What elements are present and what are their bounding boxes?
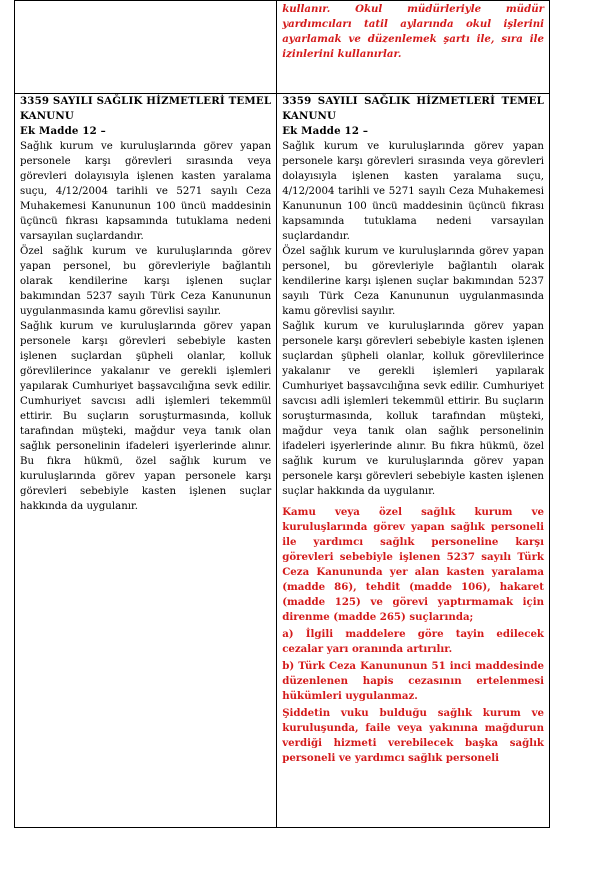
right-cell-main xyxy=(277,94,550,828)
added-paragraph-4: Şiddetin vuku bulduğu sağlık kurum ve kuruluşunda, faile veya yakınına mağdurun verdiği hizmeti verebilecek başka sağlık personeli ve yardımcı sağlık personeli xyxy=(282,707,544,764)
right-cell-top xyxy=(277,1,550,94)
added-paragraph-3: b) Türk Ceza Kanununun 51 inci maddesinde düzenlenen hapis cezasının ertelenmesi hükümleri uygulanmaz. xyxy=(282,660,544,702)
right-paragraph-3: Sağlık kurum ve kuruluşlarında görev yapan personele karşı görevleri sebebiyle kasten işlenen suçlardan şüpheli olanlar, kolluk görevlilerince yakalanır ve gerekli işlemleri yapılarak Cumhuriyet başsavcılığına sevk edilir. Cumhuriyet savcısı adli işlemleri tekemmül ettirir. Bu suçların soruşturmasında, kolluk tarafından müşteki, mağdur veya tanık olan sağlık personelinin ifadeleri işyerlerinde alınır. Bu fıkra hükmü, özel sağlık kurum ve kuruluşlarında görev yapan personele karşı görevleri sebebiyle kasten işlenen suçlar hakkında da uygulanır. xyxy=(282,321,544,497)
left-paragraph-3: Sağlık kurum ve kuruluşlarında görev yapan personele karşı görevleri sebebiyle kasten işlenen suçlardan şüpheli olanlar, kolluk görevlilerince yakalanır ve gerekli işlemleri yapılarak Cumhuriyet başsavcılığına sevk edilir. Cumhuriyet savcısı adli işlemleri tekemmül ettirir. Bu suçların soruşturmasında, kolluk tarafından müşteki, mağdur veya tanık olan sağlık personelinin ifadeleri işyerlerinde alınır. Bu fıkra hükmü, özel sağlık kurum ve kuruluşlarında görev yapan personele karşı görevleri sebebiyle kasten işlenen suçlar hakkında da uygulanır. xyxy=(20,321,272,512)
amendment-note-text: kullanır. Okul müdürleriyle müdür yardımcıları tatil aylarında okul işlerini ayarlamak ve düzenlemek şartı ile, sıra ile izinlerini kullanırlar. xyxy=(282,3,544,60)
right-paragraph-2: Özel sağlık kurum ve kuruluşlarında görev yapan personel, bu görevleriyle bağlantılı olarak kendilerine karşı işlenen suçlar bakımından 5237 sayılı Türk Ceza Kanununun uygulanmasında kamu görevlisi sayılır. xyxy=(282,246,544,317)
left-paragraph-1: Sağlık kurum ve kuruluşlarında görev yapan personele karşı görevleri sırasında veya görevleri dolayısıyla işlenen kasten yaralama suçu, 4/12/2004 tarihli ve 5271 sayılı Ceza Muhakemesi Kanununun 100 üncü maddesinin üçüncü fıkrası kapsamında tutuklama nedeni varsayılan suçlardandır. xyxy=(20,141,272,242)
left-paragraph-2: Özel sağlık kurum ve kuruluşlarında görev yapan personel, bu görevleriyle bağlantılı olarak kendilerine karşı işlenen suçlar bakımından 5237 sayılı Türk Ceza Kanununun uygulanmasında kamu görevlisi sayılır. xyxy=(20,246,272,317)
comparison-table xyxy=(14,0,550,828)
added-paragraph-2: a) İlgili maddelere göre tayin edilecek cezalar yarı oranında artırılır. xyxy=(282,628,544,655)
article-heading-left: Ek Madde 12 – xyxy=(20,125,106,137)
left-cell-top xyxy=(15,1,277,94)
article-heading-right: Ek Madde 12 – xyxy=(282,125,369,137)
law-title-right: 3359 SAYILI SAĞLIK HİZMETLERİ TEMEL KANUNU xyxy=(282,95,544,122)
added-paragraph-1: Kamu veya özel sağlık kurum ve kuruluşlarında görev yapan sağlık personeli ile yardımcı sağlık personeline karşı görevleri sebebiyle işlenen 5237 sayılı Türk Ceza Kanununda yer alan kasten yaralama (madde 86), tehdit (madde 106), hakaret (madde 125) ve görevi yaptırmamak için direnme (madde 265) suçlarında; xyxy=(282,506,544,623)
table-row-top xyxy=(15,1,550,94)
table-row-main xyxy=(15,94,550,828)
law-title-left: 3359 SAYILI SAĞLIK HİZMETLERİ TEMEL KANUNU xyxy=(20,95,272,122)
right-paragraph-1: Sağlık kurum ve kuruluşlarında görev yapan personele karşı görevleri sırasında veya görevleri dolayısıyla işlenen kasten yaralama suçu, 4/12/2004 tarihli ve 5271 sayılı Ceza Muhakemesi Kanununun 100 üncü maddesinin üçüncü fıkrası kapsamında tutuklama nedeni varsayılan suçlardandır. xyxy=(282,141,544,242)
left-cell-main xyxy=(15,94,277,828)
